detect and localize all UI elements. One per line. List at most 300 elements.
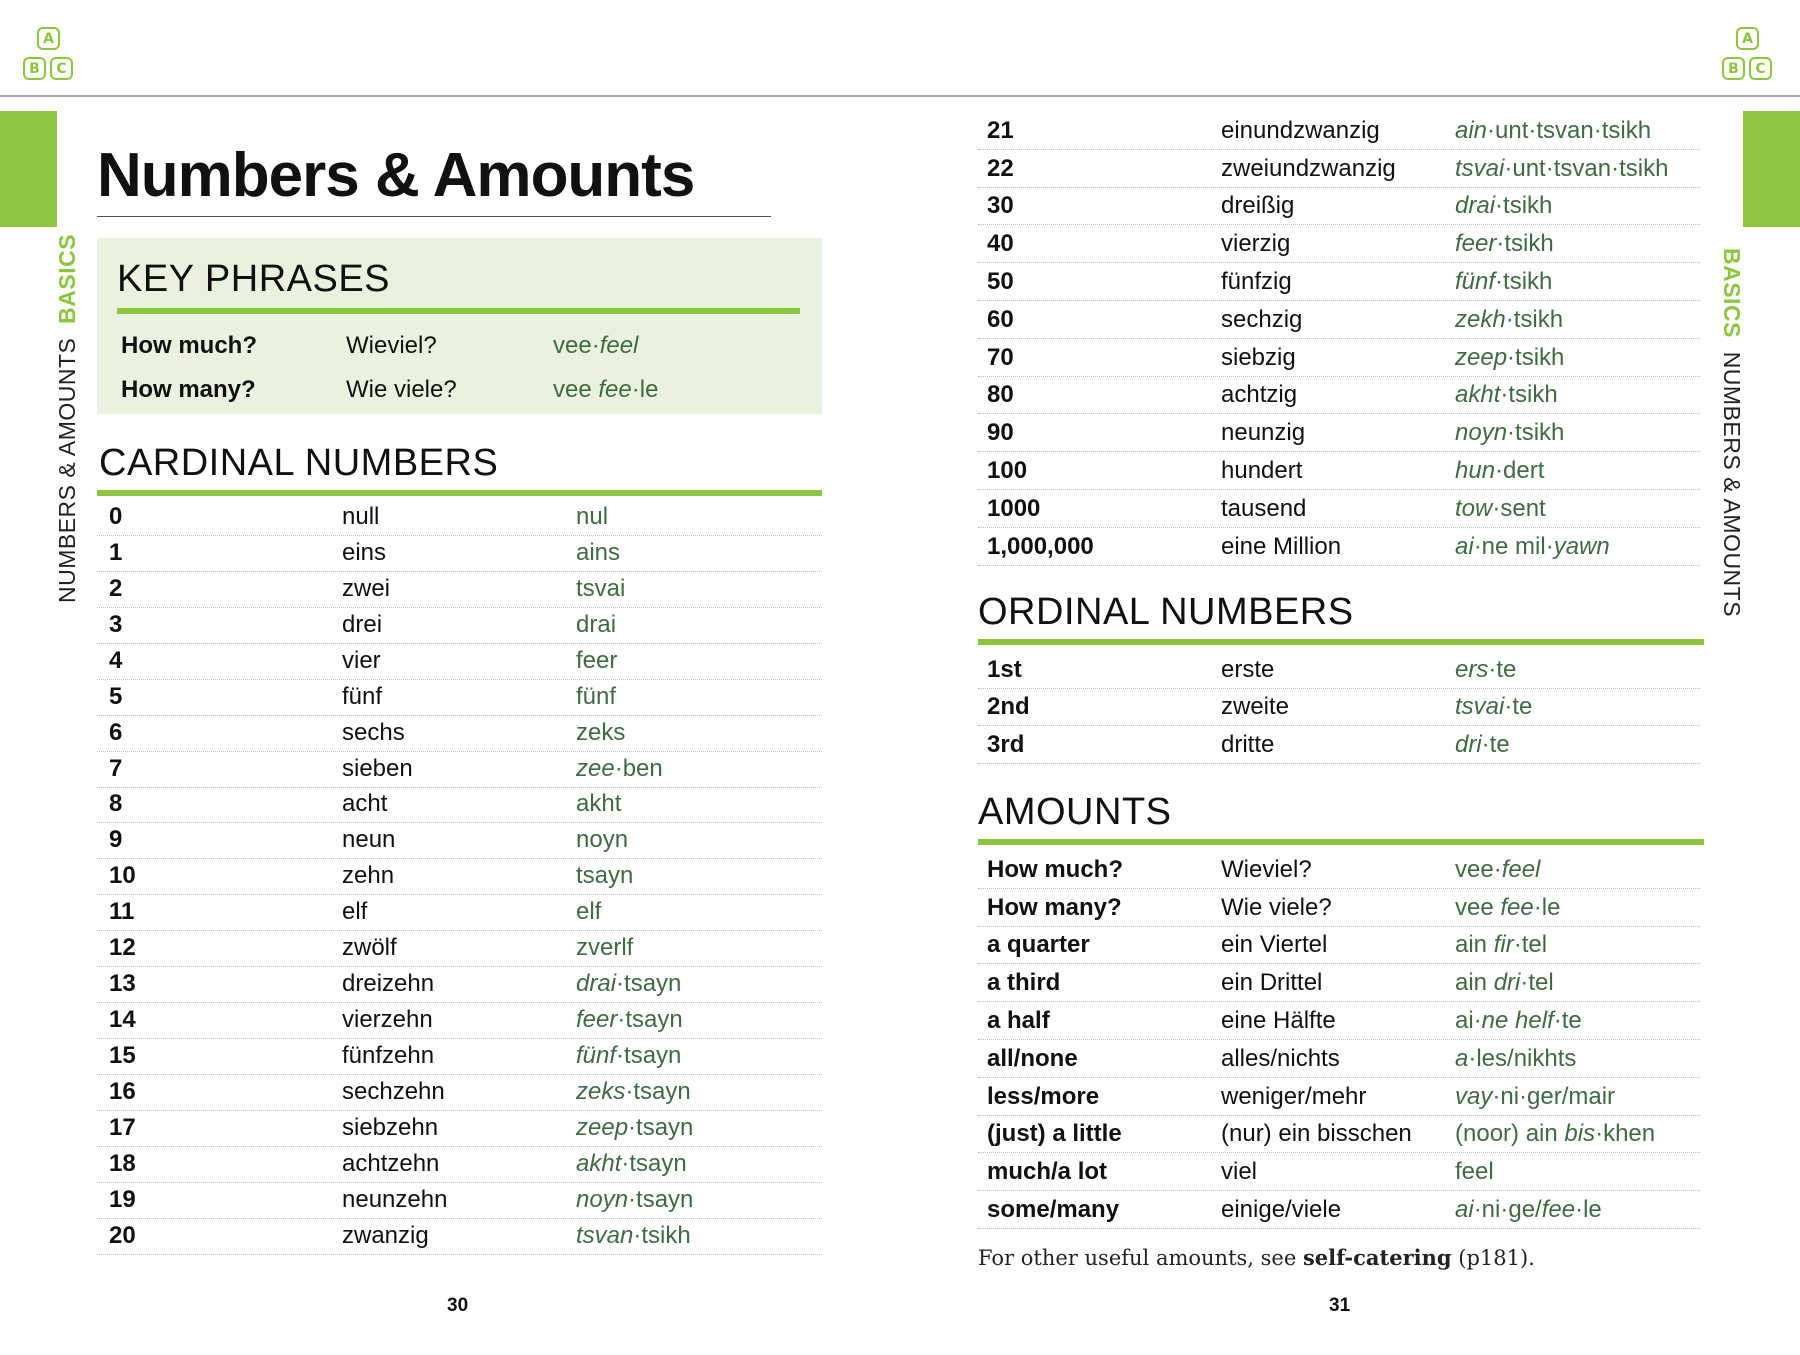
pronunciation-segment: akht — [1455, 381, 1501, 409]
footnote-page-ref: (p181). — [1451, 1246, 1535, 1270]
english-term: 3rd — [987, 731, 1025, 759]
pronunciation-segment: feel — [599, 332, 639, 359]
table-row — [978, 1078, 1700, 1116]
pronunciation-segment: drai — [576, 610, 617, 638]
english-term: 1 — [109, 538, 123, 566]
table-row — [978, 263, 1700, 301]
english-term: 40 — [987, 230, 1014, 258]
pronunciation-segment: vee· — [1455, 855, 1502, 883]
german-term: (nur) ein bisschen — [1221, 1120, 1412, 1148]
pronunciation-segment: ·te — [1504, 693, 1533, 721]
pronunciation — [1455, 117, 1651, 145]
pronunciation — [576, 1114, 693, 1142]
german-term: fünfzig — [1221, 267, 1292, 295]
amounts-title: AMOUNTS — [978, 791, 1172, 833]
pronunciation-segment: ai — [1455, 1195, 1474, 1223]
section-tab-right — [1743, 111, 1800, 227]
letter-block-b: B — [23, 57, 46, 80]
title-rule — [97, 216, 771, 217]
german-term: erste — [1221, 655, 1275, 683]
pronunciation — [1455, 856, 1540, 884]
pronunciation-segment: vee — [553, 376, 599, 403]
pronunciation-segment: yawn — [1553, 532, 1610, 560]
table-row — [97, 1111, 822, 1147]
side-label-left — [54, 234, 81, 603]
pronunciation-segment: hun — [1455, 456, 1496, 484]
pronunciation-segment: ·tsayn — [616, 1042, 682, 1069]
pronunciation — [1455, 495, 1546, 523]
table-row — [97, 788, 822, 824]
german-term: zweite — [1221, 693, 1290, 721]
pronunciation — [576, 1186, 693, 1214]
pronunciation — [1455, 268, 1552, 296]
letter-block-c: C — [1749, 57, 1772, 80]
pronunciation — [576, 1222, 691, 1250]
pronunciation — [1455, 344, 1564, 372]
cardinal-table — [97, 500, 822, 1255]
pronunciation-segment: tsvai — [576, 574, 626, 602]
german-term: viel — [1221, 1158, 1258, 1186]
german-term: fünf — [342, 682, 383, 710]
table-row — [97, 752, 822, 788]
table-row — [978, 490, 1700, 528]
pronunciation-segment: feel — [1455, 1158, 1494, 1186]
german-term: zweiundzwanzig — [1221, 154, 1396, 182]
pronunciation-segment: tsvan — [576, 1221, 634, 1249]
english-term: 1st — [987, 655, 1022, 683]
pronunciation-segment: ·ne mil· — [1473, 532, 1554, 560]
pronunciation — [1455, 894, 1560, 922]
pronunciation-segment: vee· — [553, 332, 600, 359]
pronunciation-segment: fee — [1541, 1195, 1576, 1223]
pronunciation-segment: ·tsayn — [628, 1185, 694, 1213]
english-term: 6 — [109, 718, 123, 746]
key-phrases-title: KEY PHRASES — [117, 258, 391, 300]
pronunciation-segment: ·ben — [614, 754, 663, 782]
pronunciation-segment: (noor) ain — [1455, 1120, 1565, 1148]
pronunciation-segment: ·sent — [1492, 494, 1546, 522]
english-term: 19 — [109, 1185, 136, 1213]
abc-blocks-icon — [1718, 27, 1778, 83]
pronunciation-segment: ·le — [631, 376, 659, 403]
german-term: neunzig — [1221, 419, 1306, 447]
side-label-basics: BASICS — [54, 233, 80, 324]
side-label-section: NUMBERS & AMOUNTS — [1719, 351, 1745, 618]
pronunciation-segment: fee — [1500, 893, 1534, 921]
german-term: fünfzehn — [342, 1042, 435, 1069]
pronunciation-segment: zeep — [576, 1113, 629, 1141]
english-term: How many? — [121, 376, 256, 403]
table-row — [978, 112, 1700, 150]
english-term: 11 — [109, 898, 135, 926]
pronunciation-segment: helf — [1515, 1006, 1554, 1034]
pronunciation-segment: ·tsayn — [621, 1149, 687, 1177]
pronunciation-segment: ·ne — [1473, 1006, 1516, 1034]
pronunciation-segment: ·te — [1488, 655, 1517, 683]
key-phrase-row — [121, 326, 821, 366]
german-term: sechzehn — [342, 1077, 445, 1105]
pronunciation-segment: ·te — [1481, 731, 1510, 759]
pronunciation-segment: akht — [576, 1149, 622, 1177]
pronunciation-segment: feer — [576, 646, 618, 674]
pronunciation — [576, 934, 633, 962]
english-term: 4 — [109, 646, 123, 674]
german-term: siebzehn — [342, 1113, 439, 1141]
pronunciation — [1455, 1196, 1602, 1224]
pronunciation-segment: ·tsikh — [1500, 381, 1558, 409]
pronunciation-segment: ·unt·tsvan·tsikh — [1487, 116, 1652, 144]
pronunciation-segment: zeks — [576, 1077, 626, 1105]
english-term: 21 — [987, 116, 1014, 144]
table-row — [978, 528, 1700, 566]
footnote — [978, 1245, 1535, 1270]
english-term: 2nd — [987, 693, 1030, 721]
pronunciation — [1455, 1045, 1576, 1073]
pronunciation — [576, 719, 625, 747]
pronunciation-segment: ·tsikh — [1507, 343, 1565, 371]
table-row — [978, 689, 1700, 727]
german-term: Wieviel? — [1221, 855, 1312, 883]
table-row — [97, 1219, 822, 1255]
english-term: all/none — [987, 1044, 1078, 1072]
english-term: 15 — [109, 1042, 136, 1069]
german-term: sechzig — [1221, 305, 1303, 333]
pronunciation — [1455, 693, 1532, 721]
table-row — [978, 452, 1700, 490]
pronunciation — [576, 503, 608, 531]
english-term: less/more — [987, 1082, 1100, 1110]
table-row — [97, 967, 822, 1003]
table-row — [97, 1183, 822, 1219]
pronunciation-segment: ·khen — [1595, 1120, 1656, 1148]
table-row — [978, 339, 1700, 377]
table-row — [97, 1075, 822, 1111]
table-row — [978, 225, 1700, 263]
pronunciation-segment: drai — [1455, 192, 1496, 220]
english-term: 2 — [109, 574, 123, 602]
english-term: 22 — [987, 154, 1014, 182]
table-row — [97, 823, 822, 859]
pronunciation-segment: feer — [1455, 230, 1497, 258]
english-term: some/many — [987, 1195, 1120, 1223]
pronunciation-segment: noyn — [1455, 419, 1508, 447]
english-term: 9 — [109, 826, 123, 854]
german-term: zwölf — [342, 934, 397, 962]
german-term: neun — [342, 826, 396, 854]
german-term: dreizehn — [342, 970, 435, 998]
english-term: (just) a little — [987, 1120, 1122, 1148]
pronunciation — [576, 1006, 683, 1034]
amounts-rule — [978, 839, 1704, 845]
pronunciation-segment: fee — [598, 376, 632, 403]
pronunciation-segment: ·tsayn — [628, 1113, 694, 1141]
english-term: much/a lot — [987, 1158, 1108, 1186]
table-row — [97, 1147, 822, 1183]
pronunciation — [576, 683, 616, 711]
pronunciation-segment: zverlf — [576, 934, 634, 962]
pronunciation-segment: zeks — [576, 718, 626, 746]
pronunciation-segment: feel — [1501, 855, 1541, 883]
english-term: 16 — [109, 1077, 136, 1105]
german-term: sieben — [342, 754, 413, 782]
english-term: 60 — [987, 305, 1014, 333]
german-term: einundzwanzig — [1221, 116, 1380, 144]
english-term: 14 — [109, 1006, 136, 1034]
table-row — [978, 889, 1700, 927]
pronunciation-segment: bis — [1564, 1120, 1596, 1148]
german-term: hundert — [1221, 456, 1303, 484]
german-term: siebzig — [1221, 343, 1296, 371]
pronunciation-segment: elf — [576, 898, 602, 926]
german-term: zehn — [342, 862, 395, 890]
pronunciation — [576, 790, 621, 818]
english-term: How much? — [121, 332, 257, 359]
table-row — [978, 150, 1700, 188]
german-term: ein Drittel — [1221, 969, 1323, 997]
table-row — [97, 536, 822, 572]
german-term: dritte — [1221, 731, 1275, 759]
german-term: Wie viele? — [346, 376, 457, 403]
letter-block-b: B — [1722, 57, 1745, 80]
english-term: 7 — [109, 754, 123, 782]
table-row — [97, 680, 822, 716]
english-term: a third — [987, 969, 1061, 997]
pronunciation — [576, 647, 617, 675]
pronunciation-segment: akht — [576, 790, 622, 818]
german-term: tausend — [1221, 494, 1307, 522]
english-term: 18 — [109, 1149, 136, 1177]
german-term: zwanzig — [342, 1221, 429, 1249]
pronunciation — [1455, 457, 1544, 485]
pronunciation-segment: ·tsikh — [1496, 230, 1554, 258]
pronunciation — [1455, 230, 1554, 258]
pronunciation-segment: nul — [576, 502, 609, 530]
english-term: 1000 — [987, 494, 1041, 522]
english-term: 100 — [987, 456, 1028, 484]
pronunciation — [553, 376, 658, 404]
english-term: 80 — [987, 381, 1014, 409]
footnote-link-self-catering[interactable]: self-catering — [1302, 1245, 1452, 1270]
table-row — [978, 414, 1700, 452]
pronunciation-segment: ·ni·ge/ — [1473, 1195, 1542, 1223]
german-term: alles/nichts — [1221, 1044, 1340, 1072]
german-term: eine Million — [1221, 532, 1342, 560]
pronunciation-segment: ·tel — [1520, 969, 1554, 997]
pronunciation — [576, 970, 681, 998]
table-row — [97, 859, 822, 895]
german-term: acht — [342, 790, 388, 818]
pronunciation-segment: ai — [1455, 532, 1474, 560]
pronunciation-segment: fünf — [576, 1042, 617, 1069]
pronunciation-segment: ·tel — [1513, 931, 1548, 959]
german-term: drei — [342, 610, 383, 638]
pronunciation-segment: ·te — [1553, 1006, 1582, 1034]
german-term: vierzig — [1221, 230, 1291, 258]
pronunciation — [553, 332, 638, 360]
pronunciation-segment: ·le — [1575, 1195, 1602, 1223]
key-phrase-row — [121, 370, 821, 410]
pronunciation-segment: zekh — [1455, 305, 1506, 333]
pronunciation — [1455, 192, 1552, 220]
english-term: 50 — [987, 267, 1014, 295]
english-term: How many? — [987, 893, 1122, 921]
pronunciation-segment: ·tsikh — [1495, 192, 1553, 220]
pronunciation-segment: ·tsikh — [1495, 267, 1553, 295]
pronunciation-segment: fünf — [576, 682, 617, 710]
pronunciation-segment: tsayn — [576, 862, 634, 890]
pronunciation-segment: ·ni·ger/mair — [1492, 1082, 1616, 1110]
table-row — [978, 1002, 1700, 1040]
pronunciation-segment: tow — [1455, 494, 1493, 522]
header-rule — [0, 95, 1800, 97]
english-term: 1,000,000 — [987, 532, 1094, 560]
english-term: 13 — [109, 970, 136, 998]
side-label-basics: BASICS — [1719, 248, 1745, 338]
pronunciation-segment: ·dert — [1495, 456, 1545, 484]
english-term: 3 — [109, 610, 123, 638]
pronunciation — [1455, 731, 1510, 759]
german-term: ein Viertel — [1221, 931, 1328, 959]
english-term: a quarter — [987, 931, 1090, 959]
table-row — [978, 188, 1700, 226]
german-term: zwei — [342, 574, 391, 602]
german-term: vier — [342, 646, 381, 674]
pronunciation-segment: vay — [1455, 1082, 1493, 1110]
german-term: achtzehn — [342, 1149, 440, 1177]
english-term: How much? — [987, 855, 1123, 883]
pronunciation — [576, 862, 633, 890]
pronunciation-segment: noyn — [576, 826, 629, 854]
pronunciation — [1455, 656, 1516, 684]
pronunciation-segment: zee — [576, 754, 615, 782]
table-row — [978, 1116, 1700, 1154]
pronunciation-segment: ai — [1455, 1006, 1474, 1034]
pronunciation-segment: dri — [1493, 969, 1521, 997]
ordinal-title: ORDINAL NUMBERS — [978, 591, 1354, 633]
pronunciation — [576, 1042, 681, 1070]
table-row — [978, 964, 1700, 1002]
pronunciation-segment: dri — [1455, 731, 1482, 759]
pronunciation — [1455, 381, 1558, 409]
english-term: 30 — [987, 192, 1014, 220]
footnote-text: For other useful amounts, see — [978, 1246, 1303, 1270]
table-row — [97, 644, 822, 680]
key-phrases-box — [97, 238, 822, 414]
table-row — [97, 608, 822, 644]
english-term: 8 — [109, 790, 123, 818]
german-term: einige/viele — [1221, 1195, 1342, 1223]
pronunciation-segment: drai — [576, 970, 617, 998]
table-row — [97, 931, 822, 967]
pronunciation-segment: ers — [1455, 655, 1489, 683]
german-term: neunzehn — [342, 1185, 448, 1213]
pronunciation — [1455, 1083, 1615, 1111]
side-label-right — [1718, 248, 1745, 617]
pronunciation-segment: ain — [1455, 931, 1494, 959]
pronunciation-segment: ·les/nikhts — [1468, 1044, 1577, 1072]
pronunciation-segment: ·tsikh — [1507, 419, 1565, 447]
pronunciation — [1455, 419, 1564, 447]
pronunciation — [576, 611, 616, 639]
pronunciation-segment: ains — [576, 538, 621, 566]
key-phrases-rule — [117, 308, 800, 314]
pronunciation-segment: tsvai — [1455, 154, 1505, 182]
pronunciation — [576, 898, 601, 926]
english-term: 70 — [987, 343, 1014, 371]
pronunciation — [1455, 1158, 1494, 1186]
pronunciation — [576, 1078, 691, 1106]
table-row — [978, 301, 1700, 339]
pronunciation-segment: zeep — [1455, 343, 1508, 371]
table-row — [978, 651, 1700, 689]
pronunciation-segment: ·tsayn — [616, 970, 682, 998]
page-number-left: 30 — [447, 1295, 469, 1316]
abc-blocks-icon — [19, 27, 79, 83]
table-row — [97, 572, 822, 608]
german-term: Wieviel? — [346, 332, 437, 359]
pronunciation — [1455, 155, 1668, 183]
english-term: a half — [987, 1006, 1050, 1034]
pronunciation-segment: tsvai — [1455, 693, 1505, 721]
letter-block-a: A — [37, 27, 60, 50]
side-label-section: NUMBERS & AMOUNTS — [54, 337, 80, 603]
german-term: elf — [342, 898, 368, 926]
table-row — [97, 500, 822, 536]
german-term: sechs — [342, 718, 405, 746]
pronunciation — [576, 575, 625, 603]
german-term: vierzehn — [342, 1006, 433, 1034]
english-term: 20 — [109, 1221, 136, 1249]
german-term: Wie viele? — [1221, 893, 1332, 921]
pronunciation-segment: fir — [1493, 931, 1514, 959]
pronunciation-segment: a — [1455, 1044, 1469, 1072]
table-row — [978, 1153, 1700, 1191]
table-row — [97, 716, 822, 752]
letter-block-a: A — [1736, 27, 1759, 50]
pronunciation — [576, 755, 663, 783]
pronunciation-segment: ·tsayn — [617, 1006, 683, 1034]
cardinal-title: CARDINAL NUMBERS — [99, 442, 499, 484]
pronunciation-segment: ·unt·tsvan·tsikh — [1504, 154, 1669, 182]
german-term: eine Hälfte — [1221, 1006, 1336, 1034]
german-term: achtzig — [1221, 381, 1298, 409]
pronunciation — [576, 826, 628, 854]
pronunciation — [1455, 306, 1563, 334]
pronunciation-segment: feer — [576, 1006, 618, 1034]
pronunciation-segment: ·le — [1533, 893, 1561, 921]
pronunciation-segment: ain — [1455, 116, 1488, 144]
page-number-right: 31 — [1329, 1295, 1351, 1316]
german-term: null — [342, 502, 380, 530]
pronunciation-segment: ·tsikh — [1505, 305, 1564, 333]
table-row — [978, 851, 1700, 889]
english-term: 10 — [109, 862, 136, 890]
english-term: 90 — [987, 419, 1014, 447]
table-row — [97, 1003, 822, 1039]
pronunciation — [1455, 969, 1554, 997]
pronunciation — [1455, 1007, 1582, 1035]
table-row — [978, 726, 1700, 764]
ordinal-table — [978, 651, 1700, 764]
pronunciation-segment: fünf — [1455, 267, 1496, 295]
table-row — [978, 377, 1700, 415]
table-row — [978, 927, 1700, 965]
table-row — [97, 895, 822, 931]
pronunciation — [576, 1150, 687, 1178]
pronunciation-segment: vee — [1455, 893, 1501, 921]
german-term: weniger/mehr — [1221, 1082, 1367, 1110]
pronunciation — [1455, 533, 1610, 561]
